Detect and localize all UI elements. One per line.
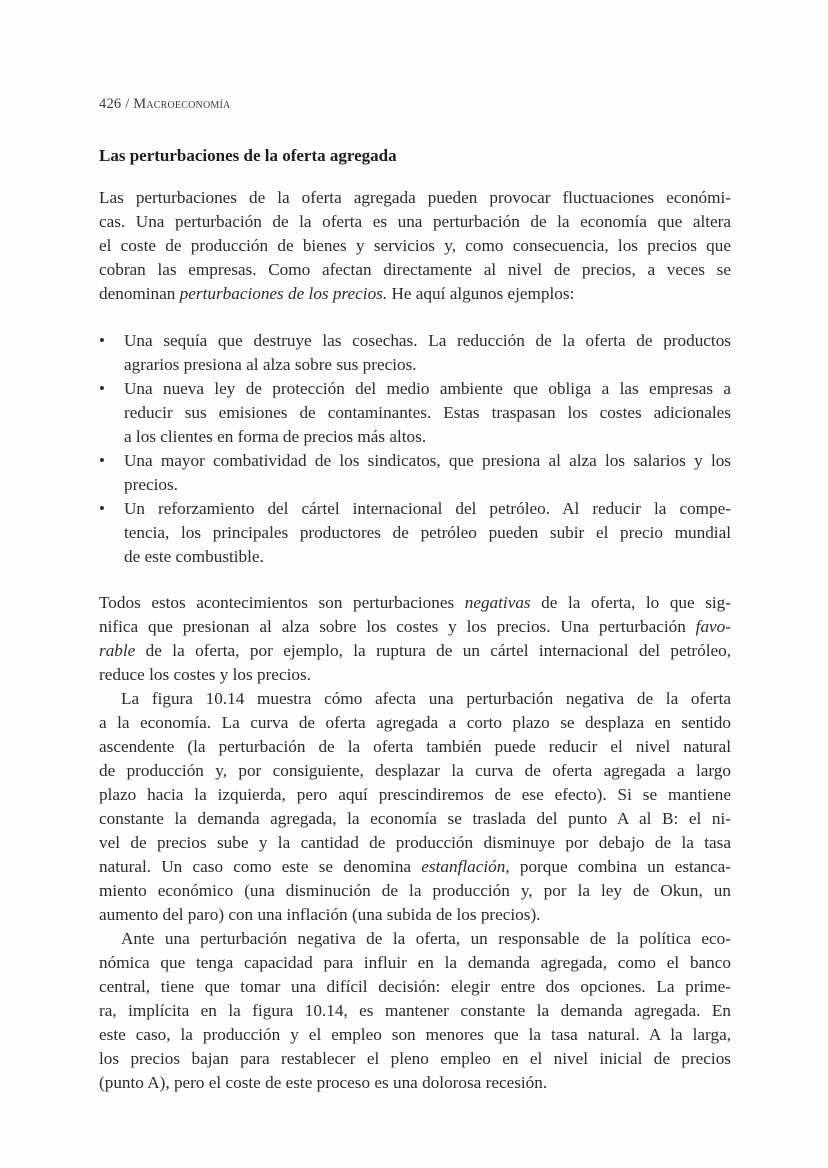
text-line: Una nueva ley de protección del medio ambiente que obliga a las empresas a xyxy=(124,379,731,398)
text-fragment: de la oferta, por ejemplo, la ruptura de un cártel internacional del petróleo, xyxy=(135,641,731,660)
italic-term: favo- xyxy=(695,617,731,636)
text-line: miento económico (una disminución de la producción y, por la ley de Okun, un xyxy=(99,881,731,900)
text-line: reducir sus emisiones de contaminantes. Estas traspasan los costes adicionales xyxy=(124,403,731,422)
text-line: constante la demanda agregada, la economía se traslada del punto A al B: el ni- xyxy=(99,809,731,828)
header-separator: / xyxy=(125,96,130,112)
text-line: Un reforzamiento del cártel internacional del petróleo. Al reducir la compe- xyxy=(124,499,731,518)
bullet-icon: • xyxy=(99,499,105,518)
section-title: Las perturbaciones de la oferta agregada xyxy=(99,146,397,165)
text-line: Ante una perturbación negativa de la oferta, un responsable de la política eco- xyxy=(121,929,731,948)
page-number: 426 xyxy=(99,96,122,112)
text-line: Las perturbaciones de la oferta agregada pueden provocar fluctuaciones económi- xyxy=(99,188,731,207)
text-line xyxy=(99,283,731,305)
text-line: reduce los costes y los precios. xyxy=(99,665,311,684)
text-line: (punto A), pero el coste de este proceso es una dolorosa recesión. xyxy=(99,1073,548,1092)
text-line: La figura 10.14 muestra cómo afecta una perturbación negativa de la oferta xyxy=(121,689,731,708)
text-fragment: natural. Un caso como este se denomina xyxy=(99,857,422,876)
text-line: este caso, la producción y el empleo son menores que la tasa natural. A la larga, xyxy=(99,1025,731,1044)
italic-term: perturbaciones de los precios. xyxy=(179,284,388,303)
text-line: nómica que tenga capacidad para influir en la demanda agregada, como el banco xyxy=(99,953,731,972)
text-line: Una mayor combatividad de los sindicatos, que presiona al alza los salarios y los xyxy=(124,451,731,470)
text-line: ra, implícita en la figura 10.14, es mantener constante la demanda agregada. En xyxy=(99,1001,731,1020)
text-line: aumento del paro) con una inflación (una subida de los precios). xyxy=(99,905,541,924)
italic-term: rable xyxy=(99,641,136,660)
text-line: de este combustible. xyxy=(124,547,264,566)
text-line: central, tiene que tomar una difícil decisión: elegir entre dos opciones. La prime- xyxy=(99,977,731,996)
text-line xyxy=(99,640,731,662)
text-fragment: Todos estos acontecimientos son perturbaciones xyxy=(99,593,465,612)
text-line: el coste de producción de bienes y servicios y, como consecuencia, los precios que xyxy=(99,236,731,255)
text-line xyxy=(99,592,731,614)
text-line: vel de precios sube y la cantidad de producción disminuye por debajo de la tasa xyxy=(99,833,731,852)
text-fragment: He aquí algunos ejemplos: xyxy=(387,284,575,303)
text-line: a la economía. La curva de oferta agregada a corto plazo se desplaza en sentido xyxy=(99,713,731,732)
text-line: a los clientes en forma de precios más altos. xyxy=(124,427,427,446)
text-fragment: de la oferta, lo que sig- xyxy=(530,593,731,612)
text-line: agrarios presiona al alza sobre sus precios. xyxy=(124,355,417,374)
text-line: tencia, los principales productores de petróleo pueden subir el precio mundial xyxy=(124,523,731,542)
running-header xyxy=(99,96,230,113)
text-line: cobran las empresas. Como afectan directamente al nivel de precios, a veces se xyxy=(99,260,731,279)
text-fragment: nifica que presionan al alza sobre los costes y los precios. Una perturbación xyxy=(99,617,696,636)
text-line: cas. Una perturbación de la oferta es una perturbación de la economía que altera xyxy=(99,212,731,231)
text-line: de producción y, por consiguiente, desplazar la curva de oferta agregada a largo xyxy=(99,761,731,780)
bullet-icon: • xyxy=(99,379,105,398)
bullet-icon: • xyxy=(99,451,105,470)
text-line xyxy=(99,856,731,878)
text-line: Una sequía que destruye las cosechas. La reducción de la oferta de productos xyxy=(124,331,731,350)
text-line xyxy=(99,616,731,638)
text-fragment: , porque combina un estanca- xyxy=(505,857,732,876)
text-line: los precios bajan para restablecer el pleno empleo en el nivel inicial de precios xyxy=(99,1049,731,1068)
bullet-icon: • xyxy=(99,331,105,350)
italic-term: negativas xyxy=(464,593,531,612)
italic-term: estanflación xyxy=(421,857,506,876)
text-line: plazo hacia la izquierda, pero aquí prescindiremos de ese efecto). Si se mantiene xyxy=(99,785,731,804)
text-fragment: denominan xyxy=(99,284,180,303)
text-line: ascendente (la perturbación de la oferta también puede reducir el nivel natural xyxy=(99,737,731,756)
text-line: precios. xyxy=(124,475,178,494)
book-title: Macroeconomía xyxy=(133,96,231,112)
